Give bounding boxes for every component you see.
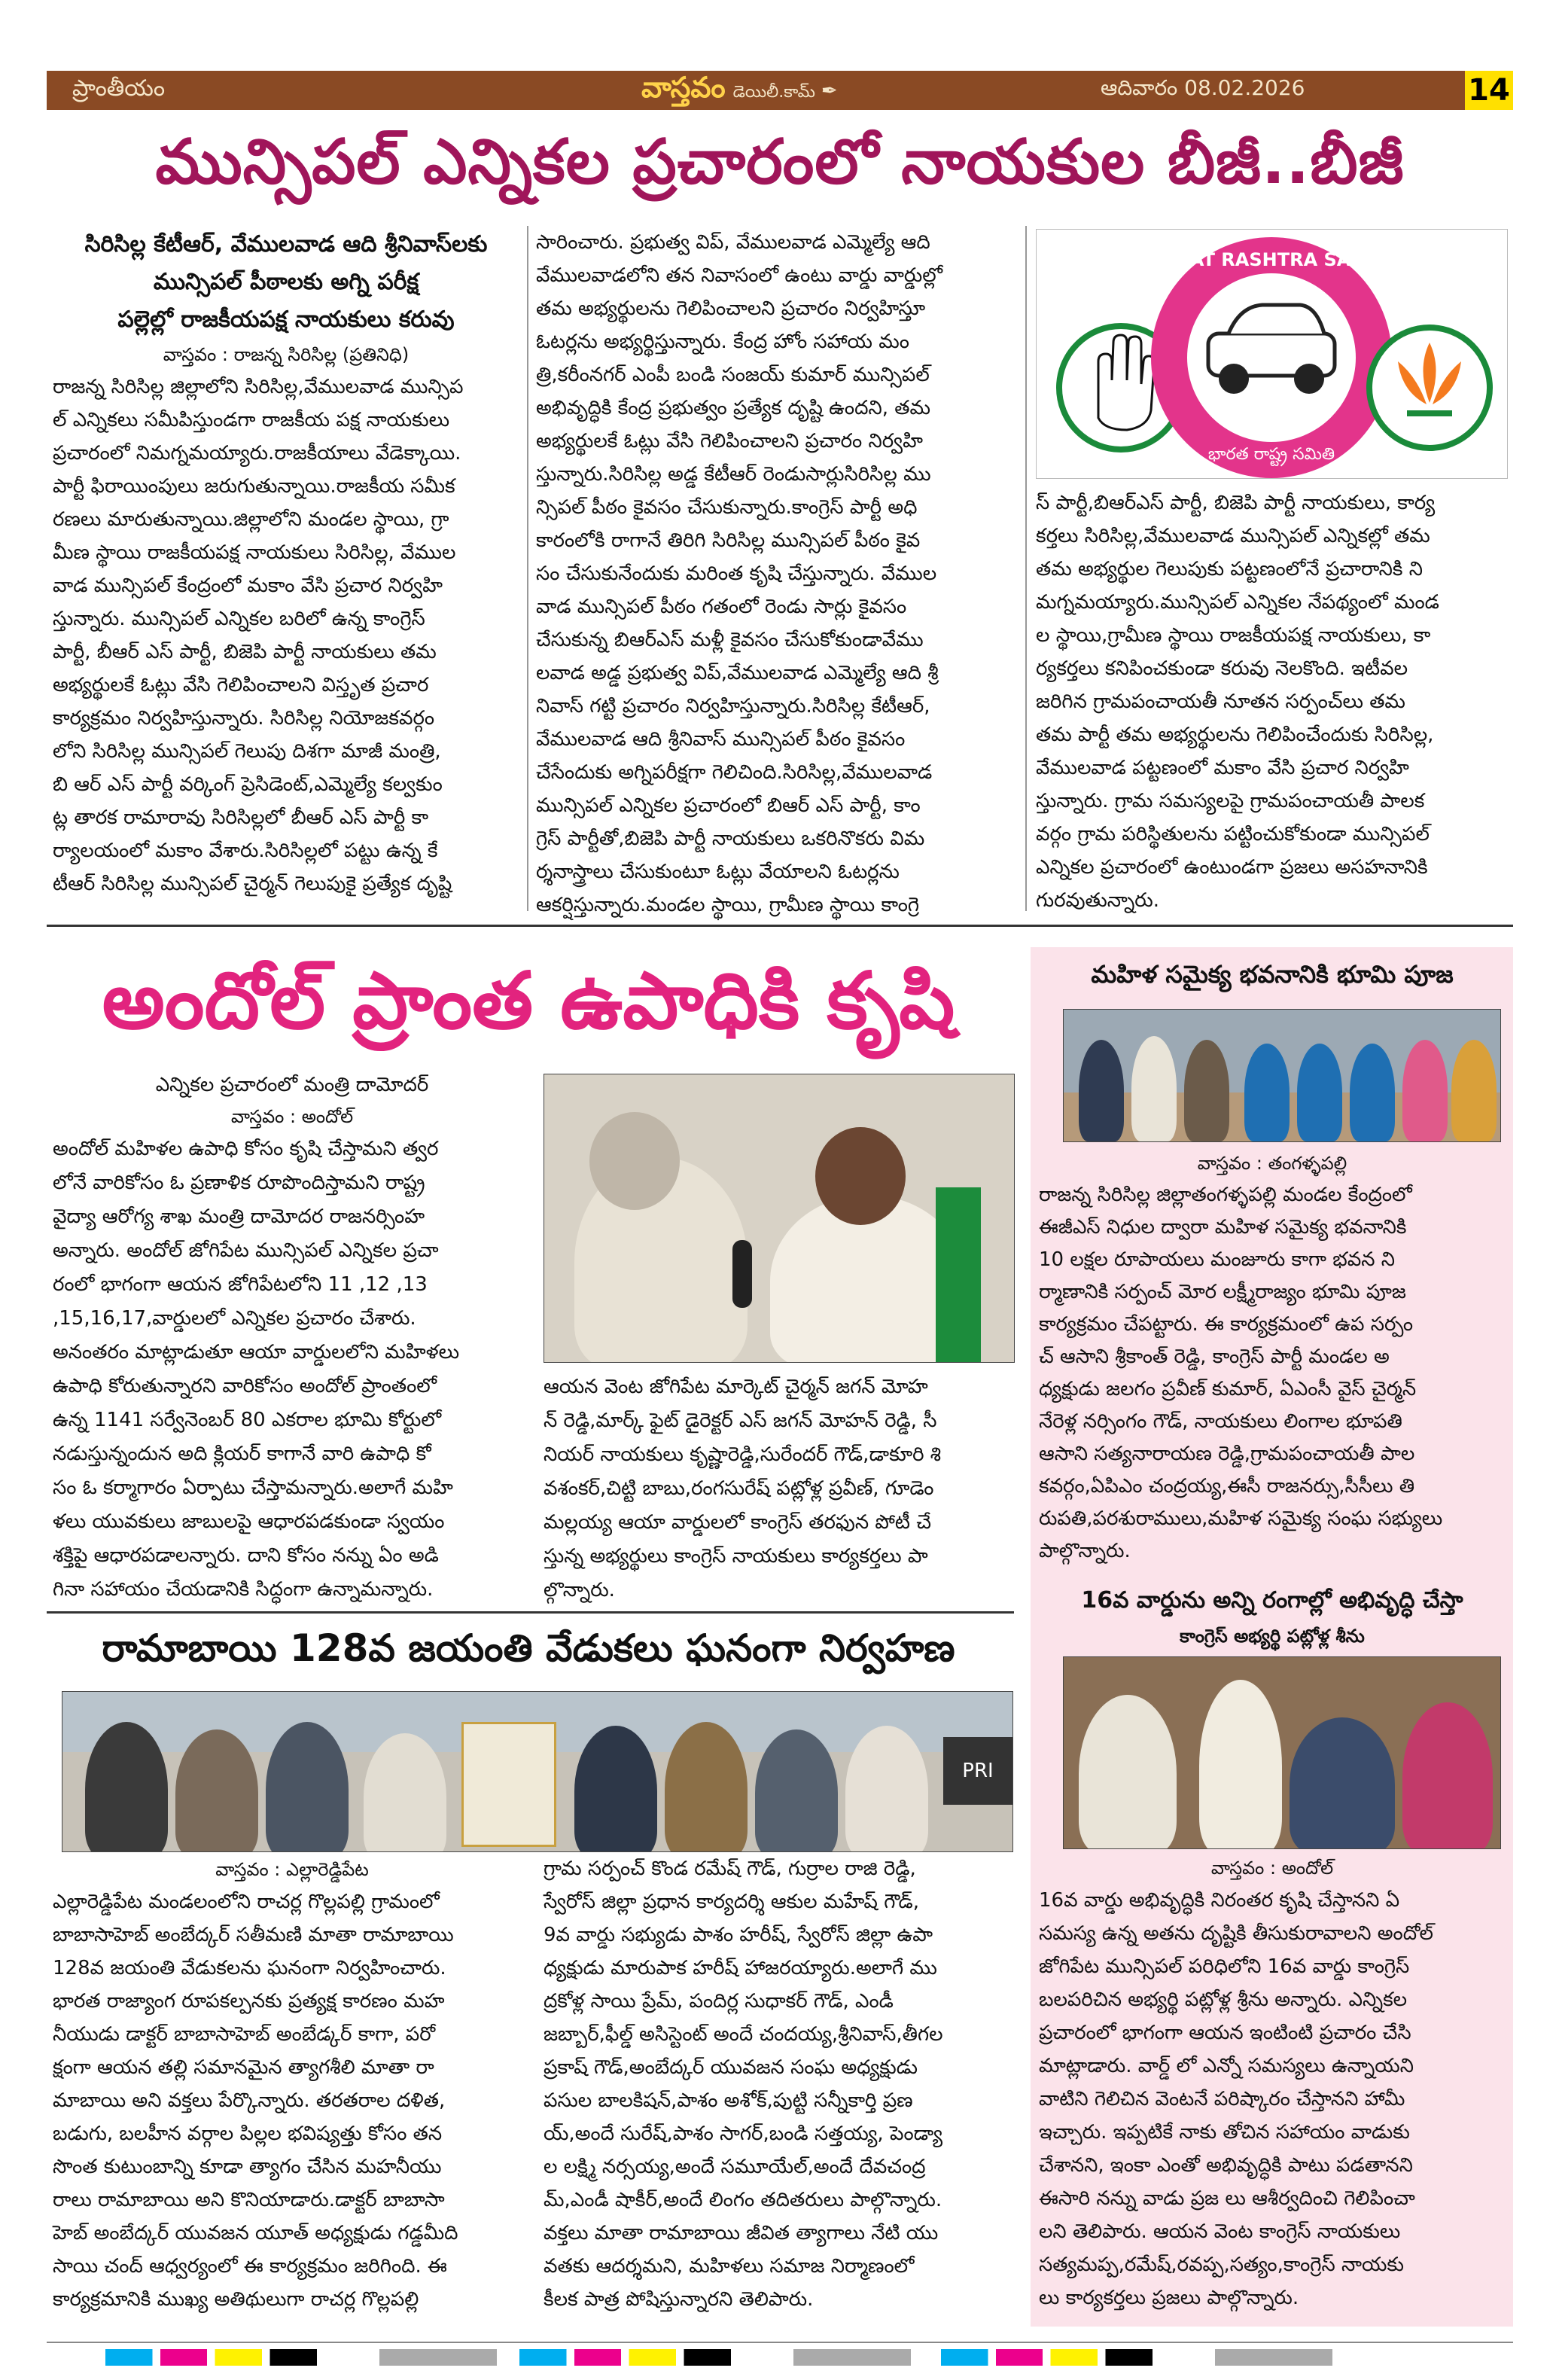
- text-line: గినా సహాయం చేయడానికి సిద్ధంగా ఉన్నామన్నారు.: [53, 1578, 434, 1601]
- text-line: చ్ ఆసాని శ్రీకాంత్ రెడ్డి, కాంగ్రెస్ పార్టీ మండల అ: [1039, 1345, 1390, 1368]
- text-line: తమ అభ్యర్థుల గెలుపుకు పట్టణంలోనే ప్రచారానికి ని: [1036, 558, 1423, 581]
- text-line: మల్లయ్య ఆయా వార్డులలో కాంగ్రెస్ తరఫున పోటీ చే: [544, 1511, 931, 1534]
- story3-column-1: [53, 1854, 531, 2316]
- text-line: వేములవాడ పట్టణంలో మకాం వేసి ప్రచార నిర్వహి: [1036, 757, 1409, 779]
- issue-date: ఆదివారం 08.02.2026: [1101, 75, 1305, 100]
- text-line: మాబాయి అని వక్తలు పేర్కొన్నారు. తరతరాల దళిత,: [53, 2089, 446, 2112]
- person: [1350, 1044, 1395, 1141]
- text-line: కారంలోకి రాగానే తిరిగి సిరిసిల్ల మున్సిపల్ పీఠం కైవ: [536, 529, 921, 552]
- text-line: చేసుకున్న బిఆర్ఎస్ మళ్లీ కైవసం చేసుకోకుండావేము: [536, 629, 924, 651]
- person: [1199, 1680, 1282, 1849]
- story3-photo: [62, 1691, 1013, 1852]
- text-line: వేములవాడలోని తన నివాసంలో ఉంటు వార్డు వార్డుల్లో: [536, 264, 943, 287]
- text-line: స్తున్న అభ్యర్థులు కాంగ్రెస్ నాయకులు కార్యకర్తలు పా: [544, 1545, 928, 1568]
- story5-photo: [1063, 1656, 1501, 1849]
- section-divider: [47, 1611, 1014, 1614]
- story5-body-text: [1039, 1884, 1506, 2314]
- footer-line: [47, 2342, 1513, 2343]
- person: [1131, 1036, 1177, 1141]
- text-line: శక్తిపై ఆధారపడాలన్నారు. దాని కోసం నన్ను ఏం అడి: [53, 1544, 439, 1567]
- person: [1451, 1040, 1497, 1141]
- story5-byline: వాస్తవం : అందోల్: [1210, 1857, 1334, 1879]
- story5-headline: 16వ వార్డును అన్ని రంగాల్లో అభివృద్ధి చేస్తా: [1081, 1587, 1463, 1614]
- story2-byline: వాస్తవం : అందోల్: [230, 1106, 354, 1127]
- masthead-sub: డెయిలీ.కామ్: [732, 83, 815, 102]
- text-line: ళలు యువకులు జాబులపై ఆధారపడకుండా స్వయం: [53, 1510, 445, 1533]
- text-line: ఉపాధి కోరుతున్నారని వారికోసం అందోల్ ప్రాంతంలో: [53, 1375, 437, 1397]
- text-line: ఆయన వెంట జోగిపేట మార్కెట్ చైర్మన్ జగన్ మోహ: [544, 1376, 928, 1398]
- text-line: ర్యాలయంలో మకాం వేశారు.సిరిసిల్లలో పట్టు ఉన్న కే: [53, 840, 438, 862]
- story5-subhead: కాంగ్రెస్ అభ్యర్థి పట్లోళ్ల శీను: [1180, 1626, 1365, 1647]
- text-line: ల్గొన్నారు.: [544, 1579, 615, 1601]
- text-line: రుపతి,పరశురాములు,మహిళ సమైక్య సంఘ సభ్యులు: [1039, 1507, 1443, 1530]
- text-line: ల్ ఎన్నికలు సమీపిస్తుండగా రాజకీయ పక్ష నాయకులు: [53, 409, 450, 431]
- text-line: మున్సిపల్ ఎన్నికల ప్రచారంలో బిఆర్ ఎస్ పార్టీ, కాం: [536, 794, 921, 817]
- text-line: పాల్గొన్నారు.: [1039, 1540, 1131, 1562]
- masthead: [641, 71, 838, 111]
- text-line: గ్రామ సర్పంచ్ కొండ రమేష్ గౌడ్, గుర్రాల రాజి రెడ్డి,: [544, 1857, 916, 1880]
- text-line: ట్ల తారక రామారావు సిరిసిల్లలో బీఆర్ ఎస్ పార్టీ కా: [53, 806, 429, 829]
- text-line: బాబాసాహెబ్ అంబేద్కర్ సతీమణి మాతా రామాబాయి: [53, 1924, 454, 1946]
- text-line: 10 లక్షల రూపాయలు మంజూరు కాగా భవన ని: [1039, 1248, 1396, 1271]
- car-wheel: [1219, 364, 1249, 394]
- text-line: అభివృద్ధికి కేంద్ర ప్రభుత్వం ప్రత్యేక దృష్టి ఉందని, తమ: [536, 397, 930, 419]
- text-line: బలపరిచిన అభ్యర్థి పట్లోళ్ల శ్రీను అన్నారు. ఎన్నికల: [1039, 1988, 1408, 2011]
- text-line: ఎల్లారెడ్డిపేట మండలంలోని రాచర్ల గొల్లపల్లి గ్రామంలో: [53, 1891, 440, 1913]
- text-line: ప్రచారంలో నిమగ్నమయ్యారు.రాజకీయాలు వేడెక్కాయి.: [53, 442, 461, 465]
- text-line: వాటిని గెలిచిన వెంటనే పరిష్కారం చేస్తానని హామీ: [1039, 2088, 1405, 2110]
- text-line: తమ అభ్యర్థులను గెలిపించాలని ప్రచారం నిర్వహిస్తూ: [536, 297, 926, 320]
- text-line: హెబ్ అంబేద్కర్ యువజన యూత్ అధ్యక్షుడు గడ్డమీది: [53, 2222, 458, 2244]
- text-line: అందోల్ మహిళల ఉపాధి కోసం కృషి చేస్తామని త్వర: [53, 1138, 439, 1160]
- story1-column-1: [53, 226, 519, 900]
- party-logos-image: [1036, 229, 1508, 479]
- text-line: అన్నారు. అందోల్ జోగిపేట మున్సిపల్ ఎన్నికల ప్రచా: [53, 1239, 439, 1262]
- text-line: బి ఆర్ ఎస్ పార్టీ వర్కింగ్ ప్రెసిడెంట్,ఎమ్మెల్యే కల్వకుం: [53, 773, 443, 796]
- text-line: వశంకర్,చిట్టి బాబు,రంగసురేష్ పట్లోళ్ల ప్రవీణ్, గూడెం: [544, 1477, 934, 1500]
- story1-subhead: సిరిసిల్ల కేటీఆర్, వేములవాడ ఆది శ్రీనివాస్‌లకు: [84, 231, 488, 258]
- minister-head: [589, 1112, 680, 1210]
- text-line: పసుల బాలకిషన్,పాశం అశోక్,పుట్టి సన్నీకార్తి ప్రణ: [544, 2089, 913, 2112]
- text-line: వతకు ఆదర్శమని, మహిళలు సమాజ నిర్మాణంలో: [544, 2255, 915, 2278]
- text-line: ల లక్ష్మి నర్సయ్య,అందే సమూయేల్,అందే దేవచంద్ర: [544, 2156, 926, 2178]
- brs-logo-text: BHARAT RASHTRA SAMITHI: [1133, 249, 1410, 270]
- text-line: ర్యకర్తలు కనిపించకుండా కరువు నెలకొంది. ఇటీవల: [1036, 657, 1408, 680]
- text-line: త్రి,కరీంనగర్ ఎంపీ బండి సంజయ్ కుమార్ మున్సిపల్: [536, 364, 930, 386]
- story1-subhead: పల్లెల్లో రాజకీయపక్ష నాయకులు కరువు: [117, 306, 455, 333]
- story1-subhead: మున్సిపల్ పీఠాలకు అగ్ని పరీక్ష: [153, 269, 419, 295]
- text-line: రాజన్న సిరిసిల్ల జిల్లాతంగళ్ళపల్లి మండల కేంద్రంలో: [1039, 1184, 1412, 1206]
- text-line: కార్యక్రమం నిర్వహిస్తున్నారు. సిరిసిల్ల నియోజకవర్గం: [53, 707, 435, 730]
- party-scarf: [936, 1187, 981, 1363]
- lotus-base: [1407, 410, 1452, 416]
- text-line: ర్మాణానికి సర్పంచ్ మోర లక్ష్మీరాజ్యం భూమి పూజ: [1039, 1281, 1406, 1303]
- text-line: లని తెలిపారు. ఆయన వెంట కాంగ్రెస్ నాయకులు: [1039, 2220, 1401, 2243]
- text-line: వేములవాడ ఆది శ్రీనివాస్ మున్సిపల్ పీఠం కైవసం: [536, 728, 906, 751]
- text-line: ఆసాని సత్యనారాయణ రెడ్డి,గ్రామపంచాయతీ పాల: [1039, 1443, 1415, 1465]
- text-line: వక్తలు మాతా రామాబాయి జీవిత త్యాగాలు నేటి యు: [544, 2222, 939, 2244]
- person: [1244, 1044, 1290, 1141]
- story1-column-2: [536, 226, 1018, 922]
- text-line: స్ పార్టీ,బిఆర్ఎస్ పార్టీ, బిజెపి పార్టీ నాయకులు, కార్య: [1036, 492, 1436, 514]
- text-line: వర్గం గ్రామ పరిస్థితులను పట్టించుకోకుండా మున్సిపల్: [1036, 823, 1430, 846]
- microphone-icon: [732, 1240, 752, 1308]
- brs-logo-text-te: భారత రాష్ట్ర సమితి: [1207, 445, 1335, 464]
- story1-body-text: [536, 226, 1018, 922]
- story3-body-text: [544, 1852, 1013, 2316]
- text-line: ర్శనాస్త్రాలు చేసుకుంటూ ఓట్లు వేయాలని ఓటర్లను: [536, 861, 900, 883]
- text-line: లోని సిరిసిల్ల మున్సిపల్ గెలుపు దిశగా మాజీ మంత్రి,: [53, 740, 441, 763]
- text-line: ధ్యక్షుడు మారుపాక హరీష్ హాజరయ్యారు.అలాగే ము: [544, 1957, 937, 1979]
- story4-body-text: [1039, 1179, 1506, 1568]
- person: [364, 1733, 446, 1852]
- text-line: టీఆర్ సిరిసిల్ల మున్సిపల్ చైర్మన్ గెలుపుకై ప్రత్యేక దృష్టి: [53, 873, 452, 895]
- text-line: ఈజీఎస్ నిధుల ద్వారా మహిళ సమైక్య భవనానికి: [1039, 1216, 1407, 1239]
- text-line: రంలో భాగంగా ఆయన జోగిపేటలోని 11 ,12 ,13: [53, 1273, 428, 1296]
- color-bar: [941, 2349, 1332, 2366]
- color-bar: [519, 2349, 911, 2366]
- text-line: నేరెళ్ల నర్సింగం గౌడ్, నాయకులు లింగాల భూపతి: [1039, 1410, 1402, 1433]
- story2-body-text: [53, 1132, 531, 1607]
- person: [574, 1726, 657, 1852]
- person: [1079, 1695, 1177, 1849]
- text-line: గురవుతున్నారు.: [1036, 889, 1159, 912]
- text-line: మాట్లాడారు. వార్డ్ లో ఎన్నో సమస్యలు ఉన్నాయని: [1039, 2055, 1414, 2077]
- text-line: స్తున్నారు. మున్సిపల్ ఎన్నికల బరిలో ఉన్న కాంగ్రెస్: [53, 608, 425, 630]
- story4-body: [1039, 1147, 1506, 1568]
- text-line: లు కార్యకర్తలు ప్రజలు పాల్గొన్నారు.: [1039, 2287, 1299, 2309]
- person: [85, 1722, 168, 1852]
- story4-photo: [1063, 1009, 1501, 1142]
- text-line: సమస్య ఉన్న అతను దృష్టికి తీసుకురావాలని అందోల్: [1039, 1922, 1433, 1945]
- text-line: లోనే వారికోసం ఓ ప్రణాళిక రూపొందిస్తామని రాష్ట్ర: [53, 1172, 425, 1194]
- text-line: స్తున్నారు. గ్రామ సమస్యలపై గ్రామపంచాయతీ పాలక: [1036, 790, 1425, 812]
- text-line: కర్తలు సిరిసిల్ల,వేములవాడ మున్సిపల్ ఎన్నికల్లో తమ: [1036, 525, 1430, 547]
- person: [175, 1729, 258, 1852]
- text-line: ధ్యక్షుడు జలగం ప్రవీణ్ కుమార్, ఏఎంసీ వైస్ చైర్మన్: [1039, 1378, 1417, 1400]
- text-line: స్తున్నారు.సిరిసిల్ల అడ్డ కేటీఆర్ రెండుసార్లుసిరిసిల్ల ము: [536, 463, 931, 486]
- person: [1402, 1702, 1493, 1849]
- text-line: సారించారు. ప్రభుత్వ విప్, వేములవాడ ఎమ్మెల్యే ఆది: [536, 231, 930, 254]
- text-line: ఓటర్లను అభ్యర్థిస్తున్నారు. కేంద్ర హోం సహాయ మం: [536, 331, 909, 353]
- story1-column-3: [1036, 486, 1506, 917]
- text-line: జబ్బార్,ఫీల్డ్ అసిస్టెంట్ అందే చందయ్య,శ్రీనివాస్,తీగల: [544, 2023, 943, 2046]
- text-line: రణలు మారుతున్నాయి.జిల్లాలోని మండల స్థాయి, గ్రా: [53, 508, 449, 531]
- section-divider: [47, 925, 1513, 927]
- text-line: అభ్యర్థులకే ఓట్లు వేసి గెలిపించాలని విస్తృత ప్రచార: [53, 674, 429, 696]
- text-line: న్సిపల్ పీఠం కైవసం చేసుకున్నారు.కాంగ్రెస్ పార్టీ అధి: [536, 496, 918, 519]
- person: [665, 1722, 748, 1852]
- text-line: స్వేరోస్ జిల్లా ప్రధాన కార్యదర్శి ఆకుల మహేష్ గౌడ్,: [544, 1891, 919, 1913]
- story1-headline: మున్సిపల్ ఎన్నికల ప్రచారంలో నాయకుల బీజీ..బీజీ: [155, 126, 1405, 198]
- text-line: తమ పార్టీ తమ అభ్యర్థులను గెలిపించేందుకు సిరిసిల్ల,: [1036, 724, 1434, 746]
- person: [266, 1722, 349, 1852]
- text-line: మీణ స్థాయి రాజకీయపక్ష నాయకులు సిరిసిల్ల, వేముల: [53, 541, 456, 564]
- person: [1079, 1040, 1124, 1141]
- text-line: కార్యక్రమానికి ముఖ్య అతిథులుగా రాచర్ల గొల్లపల్లి: [53, 2288, 419, 2311]
- text-line: జోగిపేట మున్సిపల్ పరిధిలోని 16వ వార్డు కాంగ్రెస్: [1039, 1955, 1410, 1978]
- text-line: రాలు రామాబాయి అని కొనియాడారు.డాక్టర్ బాబాసా: [53, 2189, 445, 2211]
- story2-column-2: [544, 1370, 1013, 1607]
- text-line: ఇచ్చారు. ఇప్పటికే నాకు తోచిన సహాయం వాడుకు: [1039, 2121, 1410, 2144]
- text-line: బడుగు, బలహీన వర్గాల పిల్లల భవిష్యత్తు కోసం తన: [53, 2122, 443, 2145]
- text-line: మగ్నమయ్యారు.మున్సిపల్ ఎన్నికల నేపథ్యంలో మండ: [1036, 591, 1439, 614]
- text-line: వాడ మున్సిపల్ పీఠం గతంలో రెండు సార్లు కైవసం: [536, 596, 907, 618]
- text-line: నీయుడు డాక్టర్ బాబాసాహెబ్ అంబేడ్కర్ కాగా, పరో: [53, 2023, 436, 2046]
- text-line: వాడ మున్సిపల్ కేంద్రంలో మకాం వేసి ప్రచార నిర్వహి: [53, 574, 443, 597]
- text-line: సాయి చంద్ ఆధ్వర్యంలో ఈ కార్యక్రమం జరిగింది. ఈ: [53, 2255, 447, 2278]
- text-line: నడుస్తున్నందున అది క్లియర్ కాగానే వారి ఉపాధి కో: [53, 1443, 431, 1465]
- text-line: ద్రకోళ్ల సాయి ప్రేమ్, పందిర్ల సుధాకర్ గౌడ్, ఎండీ: [544, 1990, 894, 2013]
- text-line: ఎన్నికల ప్రచారంలో ఉంటుండగా ప్రజలు అసహనానికి: [1036, 856, 1428, 879]
- portrait-frame: [461, 1722, 556, 1847]
- text-line: క్షంగా ఆయన తల్లి సమానమైన త్యాగశీలి మాతా రా: [53, 2056, 434, 2079]
- story3-byline: వాస్తవం : ఎల్లారెడ్డిపేట: [215, 1859, 369, 1880]
- car-wheel: [1294, 364, 1324, 394]
- person: [755, 1729, 838, 1852]
- text-line: మ్,ఎండీ షాకీర్,అందే లింగం తదితరులు పాల్గొన్నారు.: [544, 2189, 942, 2211]
- text-line: అనంతరం మాట్లాడుతూ ఆయా వార్డులలోని మహిళలు: [53, 1341, 460, 1364]
- person: [1402, 1040, 1448, 1141]
- story5-body: [1039, 1852, 1506, 2314]
- text-line: ల స్థాయి,గ్రామీణ స్థాయి రాజకీయపక్ష నాయకులు, కా: [1036, 624, 1431, 647]
- column-divider: [527, 226, 528, 911]
- text-line: లవాడ అడ్డ ప్రభుత్వ విప్,వేములవాడ ఎమ్మెల్యే ఆది శ్రీ: [536, 662, 939, 684]
- text-line: ప్రకాష్ గౌడ్,అంబేద్కర్ యువజన సంఘ అధ్యక్షుడు: [544, 2056, 918, 2079]
- text-line: అభ్యర్థులకే ఓట్లు వేసి గెలిపించాలని ప్రచారం నిర్వహి: [536, 430, 923, 453]
- text-line: కవర్గం,ఏపిఎం చంద్రయ్య,ఈసీ రాజనర్సు,సీసీలు తి: [1039, 1475, 1415, 1498]
- story2-column-1: [53, 1069, 531, 1607]
- story5: [1039, 1581, 1506, 1652]
- text-line: ఈసారి నన్ను వాడు ప్రజ లు ఆశీర్వదించి గెలిపించా: [1039, 2187, 1415, 2210]
- text-line: కార్యక్రమం చేపట్టారు. ఈ కార్యక్రమంలో ఉప సర్పం: [1039, 1313, 1414, 1336]
- party-logos: [1037, 230, 1507, 478]
- story1-body-text: [1036, 486, 1506, 917]
- story2-photo: [544, 1074, 1015, 1363]
- person: [1297, 1044, 1342, 1141]
- color-bar: [105, 2349, 497, 2366]
- person: [1290, 1717, 1395, 1849]
- text-line: ,15,16,17,వార్డులలో ఎన్నికల ప్రచారం చేశారు.: [53, 1307, 416, 1330]
- text-line: సం చేసుకునేందుకు మరింత కృషి చేస్తున్నారు. వేముల: [536, 562, 937, 585]
- photo-sign: PRI: [943, 1737, 1012, 1805]
- person: [1184, 1040, 1229, 1141]
- text-line: వైద్యా ఆరోగ్య శాఖ మంత్రి దామోదర రాజనర్సింహ: [53, 1205, 425, 1228]
- text-line: సత్యమప్ప,రమేష్,రవప్ప,సత్యం,కాంగ్రెస్ నాయకు: [1039, 2254, 1404, 2276]
- page-number: 14: [1465, 71, 1513, 110]
- story3-body-text: [53, 1885, 531, 2316]
- text-line: కీలక పాత్ర పోషిస్తున్నారని తెలిపారు.: [544, 2288, 814, 2311]
- text-line: జరిగిన గ్రామపంచాయతీ నూతన సర్పంచ్‌లు తమ: [1036, 690, 1405, 713]
- story4: [1039, 955, 1506, 994]
- text-line: నివాస్ గట్టి ప్రచారం నిర్వహిస్తున్నారు.సిరిసిల్ల కేటీఆర్,: [536, 695, 930, 718]
- text-line: ఉన్న 1141 సర్వేనెంబర్ 80 ఎకరాల భూమి కోర్టులో: [53, 1409, 442, 1431]
- text-line: నియర్ నాయకులు కృష్ణారెడ్డి,సురేందర్ గౌడ్,డాకూరి శి: [544, 1443, 942, 1466]
- story4-byline: వాస్తవం : తంగళ్ళపల్లి: [1197, 1153, 1347, 1174]
- candidate-head: [815, 1127, 906, 1225]
- story3-headline: రామాబాయి 128వ జయంతి వేడుకలు ఘనంగా నిర్వహణ: [102, 1626, 955, 1670]
- story2-subhead: ఎన్నికల ప్రచారంలో మంత్రి దామోదర్: [155, 1074, 429, 1096]
- column-divider: [1025, 226, 1027, 911]
- story1-body-text: [53, 370, 519, 900]
- text-line: సొంత కుటుంబాన్ని కూడా త్యాగం చేసిన మహనీయు: [53, 2156, 442, 2178]
- text-line: చేశానని, ఇంకా ఎంతో అభివృద్ధికి పాటు పడతానని: [1039, 2154, 1413, 2177]
- story2-body-text: [544, 1370, 1013, 1607]
- text-line: పార్టీ ఫిరాయింపులు జరుగుతున్నాయి.రాజకీయ సమీక: [53, 475, 455, 498]
- quill-icon: ✒: [821, 80, 838, 102]
- story2-headline: అందోల్ ప్రాంత ఉపాధికి కృషి: [102, 955, 955, 1047]
- masthead-title: వాస్తవం: [641, 71, 726, 104]
- text-line: ఆకర్షిస్తున్నారు.మండల స్థాయి, గ్రామీణ స్థాయి కాంగ్రె: [536, 894, 920, 916]
- story1-byline: వాస్తవం : రాజన్న సిరిసిల్ల (ప్రతినిధి): [163, 344, 410, 365]
- person: [845, 1726, 928, 1852]
- page-header: [47, 71, 1513, 110]
- text-line: రాజన్న సిరిసిల్ల జిల్లాలోని సిరిసిల్ల,వేములవాడ మున్సిప: [53, 376, 464, 398]
- text-line: న్ రెడ్డి,మార్క్ ఫైట్ డైరెక్టర్ ఎస్ జగన్ మోహన్ రెడ్డి, సీ: [544, 1409, 937, 1432]
- text-line: 128వ జయంతి వేడుకలను ఘనంగా నిర్వహించారు.: [53, 1957, 446, 1979]
- text-line: 9వ వార్డు సభ్యుడు పాశం హరీష్, స్వేరోస్ జిల్లా ఉపా: [544, 1924, 933, 1946]
- story4-headline: మహిళ సమైక్య భవనానికి భూమి పూజ: [1091, 960, 1454, 989]
- text-line: భారత రాజ్యాంగ రూపకల్పనకు ప్రత్యక్ష కారణం మహ: [53, 1990, 445, 2013]
- text-line: గ్రెస్ పార్టీతో,బిజెపి పార్టీ నాయకులు ఒకరినొకరు విమ: [536, 827, 925, 850]
- text-line: సం ఓ కర్మాగారం ఏర్పాటు చేస్తామన్నారు.అలాగే మహి: [53, 1476, 453, 1499]
- text-line: 16వ వార్డు అభివృద్ధికి నిరంతర కృషి చేస్తానని ఏ: [1039, 1889, 1400, 1912]
- text-line: పార్టీ, బీఆర్ ఎస్ పార్టీ, బిజెపి పార్టీ నాయకులు తమ: [53, 641, 437, 663]
- section-label: ప్రాంతీయం: [72, 75, 166, 102]
- text-line: ప్రచారంలో భాగంగా ఆయన ఇంటింటి ప్రచారం చేసి: [1039, 2022, 1411, 2044]
- text-line: చేసేందుకు అగ్నిపరీక్షగా గెలిచింది.సిరిసిల్ల,వేములవాడ: [536, 761, 933, 784]
- story3-column-2: [544, 1852, 1013, 2316]
- text-line: య్,అందే సురేష్,పాశం సాగర్,బండి సత్తయ్య, పెండ్యా: [544, 2122, 943, 2145]
